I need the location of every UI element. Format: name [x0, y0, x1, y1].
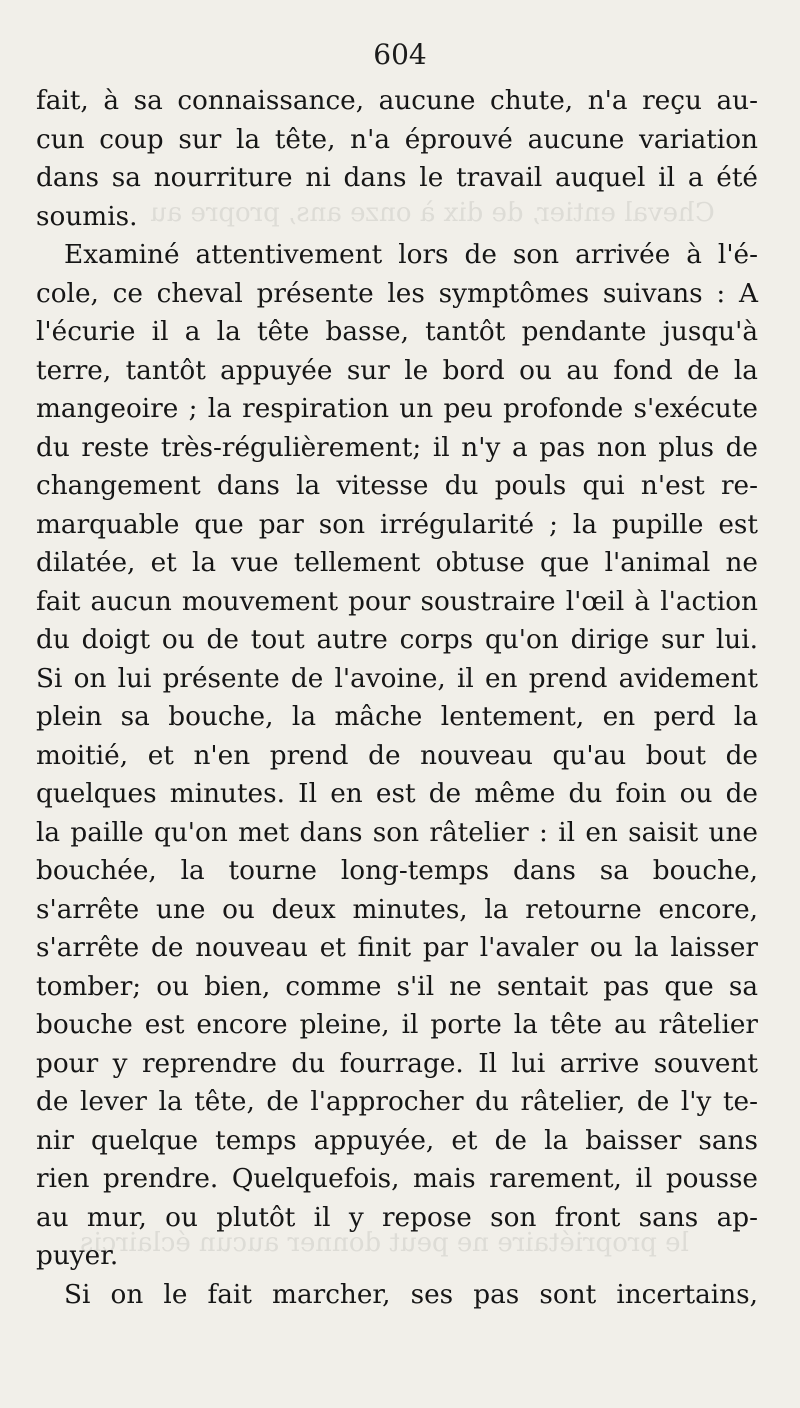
- bleed-through-text: Cheval entier, de dix à onze ans, propre au: [150, 198, 715, 228]
- text-line: nir quelque temps appuyée, et de la baisser sans: [36, 1125, 758, 1156]
- text-line: au mur, ou plutôt il y repose son front sans ap-: [36, 1202, 758, 1233]
- text-line: moitié, et n'en prend de nouveau qu'au bout de: [36, 740, 758, 771]
- text-line: Si on lui présente de l'avoine, il en prend avidement: [36, 663, 758, 694]
- text-line: soumis.: [36, 201, 138, 232]
- text-line: bouche est encore pleine, il porte la tête au râtelier: [36, 1010, 758, 1040]
- bleed-through-text: le propriétaire ne peut donner aucun éclaircis: [80, 1228, 689, 1258]
- text-line: cun coup sur la tête, n'a éprouvé aucune variation: [36, 124, 758, 155]
- text-line: bouchée, la tourne long-temps dans sa bouche,: [36, 856, 758, 886]
- text-line: du reste très-régulièrement; il n'y a pas non plus de: [36, 432, 758, 463]
- body-text: [36, 82, 758, 1314]
- page-number: 604: [373, 38, 427, 71]
- text-line: la paille qu'on met dans son râtelier : il en saisit une: [36, 817, 758, 848]
- text-line: fait, à sa connaissance, aucune chute, n'a reçu au-: [36, 86, 758, 116]
- text-line: tomber; ou bien, comme s'il ne sentait pas que sa: [36, 971, 758, 1002]
- text-line: pour y reprendre du fourrage. Il lui arrive souvent: [36, 1048, 758, 1079]
- text-line: Si on le fait marcher, ses pas sont incertains,: [64, 1279, 758, 1310]
- text-line: l'écurie il a la tête basse, tantôt pendante jusqu'à: [36, 317, 758, 347]
- text-line: quelques minutes. Il en est de même du foin ou de: [36, 779, 758, 809]
- text-line: de lever la tête, de l'approcher du râtelier, de l'y te-: [36, 1087, 758, 1117]
- text-line: fait aucun mouvement pour soustraire l'œil à l'action: [36, 586, 758, 617]
- text-line: plein sa bouche, la mâche lentement, en perd la: [36, 702, 758, 732]
- text-line: dans sa nourriture ni dans le travail auquel il a été: [36, 163, 758, 193]
- text-line: dilatée, et la vue tellement obtuse que l'animal ne: [36, 548, 758, 578]
- text-line: puyer.: [36, 1241, 119, 1271]
- text-line: Examiné attentivement lors de son arrivée à l'é-: [64, 240, 758, 270]
- text-line: du doigt ou de tout autre corps qu'on dirige sur lui.: [36, 625, 758, 655]
- text-line: terre, tantôt appuyée sur le bord ou au fond de la: [36, 355, 758, 386]
- text-line: s'arrête de nouveau et finit par l'avaler ou la laisser: [36, 933, 758, 963]
- text-line: mangeoire ; la respiration un peu profonde s'exécute: [36, 394, 758, 424]
- text-line: rien prendre. Quelquefois, mais rarement, il pousse: [36, 1164, 758, 1194]
- text-line: changement dans la vitesse du pouls qui n'est re-: [36, 471, 758, 501]
- text-line: cole, ce cheval présente les symptômes suivans : A: [36, 278, 758, 309]
- text-line: s'arrête une ou deux minutes, la retourne encore,: [36, 894, 758, 925]
- text-line: marquable que par son irrégularité ; la pupille est: [36, 509, 758, 540]
